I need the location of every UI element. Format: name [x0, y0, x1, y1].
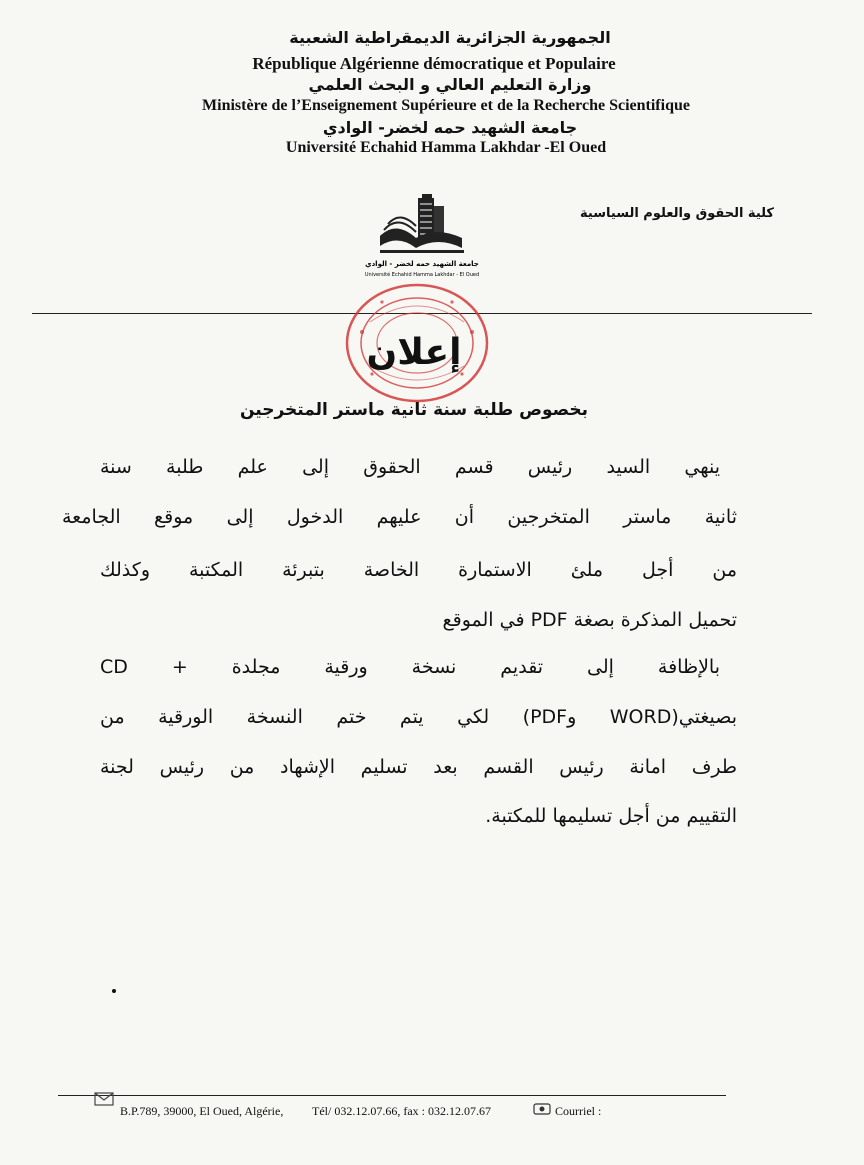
announcement-line-3: من أجل ملئ الاستمارة الخاصة بتبرئة المكتبة وكذلك	[100, 559, 737, 581]
footer-email-label: Courriel :	[555, 1104, 602, 1118]
header-republic-ar: الجمهورية الجزائرية الديمقراطية الشعبية	[289, 28, 611, 47]
announcement-subtitle: بخصوص طلبة سنة ثانية ماستر المتخرجين	[239, 400, 589, 420]
announcement-line-5: بالإظافة إلى تقديم نسخة ورقية مجلدة + CD	[100, 656, 720, 678]
announcement-line-4: تحميل المذكرة بصغة PDF في الموقع	[442, 609, 737, 631]
header-ministry-fr: Ministère de l’Enseignement Supérieure et de la Recherche Scientifique	[202, 97, 690, 114]
announcement-title: إعلان	[366, 332, 462, 373]
university-logo-icon	[364, 190, 480, 286]
announcement-line-8: التقييم من أجل تسليمها للمكتبة.	[485, 805, 737, 827]
footer-divider	[58, 1095, 726, 1096]
faculty-name: كلية الحقوق والعلوم السياسية	[580, 206, 774, 221]
announcement-line-7: طرف امانة رئيس القسم بعد تسليم الإشهاد من رئيس لجنة	[100, 756, 737, 778]
logo-caption-fr: Université Echahid Hamma Lakhdar - El Oued	[364, 272, 480, 278]
header-republic-fr: République Algérienne démocratique et Populaire	[252, 54, 616, 73]
header-university-fr: Université Echahid Hamma Lakhdar -El Oued	[285, 139, 607, 156]
envelope-icon	[94, 1092, 114, 1106]
stray-dot	[112, 989, 116, 993]
announcement-line-2: ثانية ماستر المتخرجين أن عليهم الدخول إلى موقع الجامعة	[62, 506, 737, 528]
logo-caption-ar: جامعة الشهيد حمه لخضر - الوادي	[365, 260, 479, 268]
header-university-ar: جامعة الشهيد حمه لخضر- الوادي	[322, 118, 578, 137]
announcement-line-6: بصيغتي(WORD وPDF) لكي يتم ختم النسخة الورقية من	[100, 706, 737, 728]
footer-phone-fax: Tél/ 032.12.07.66, fax : 032.12.07.67	[312, 1104, 491, 1118]
announcement-line-1: ينهي السيد رئيس قسم الحقوق إلى علم طلبة سنة	[100, 456, 720, 478]
footer-address: B.P.789, 39000, El Oued, Algérie,	[120, 1104, 284, 1118]
header-ministry-ar: وزارة التعليم العالي و البحث العلمي	[308, 75, 592, 94]
email-icon	[533, 1102, 551, 1116]
